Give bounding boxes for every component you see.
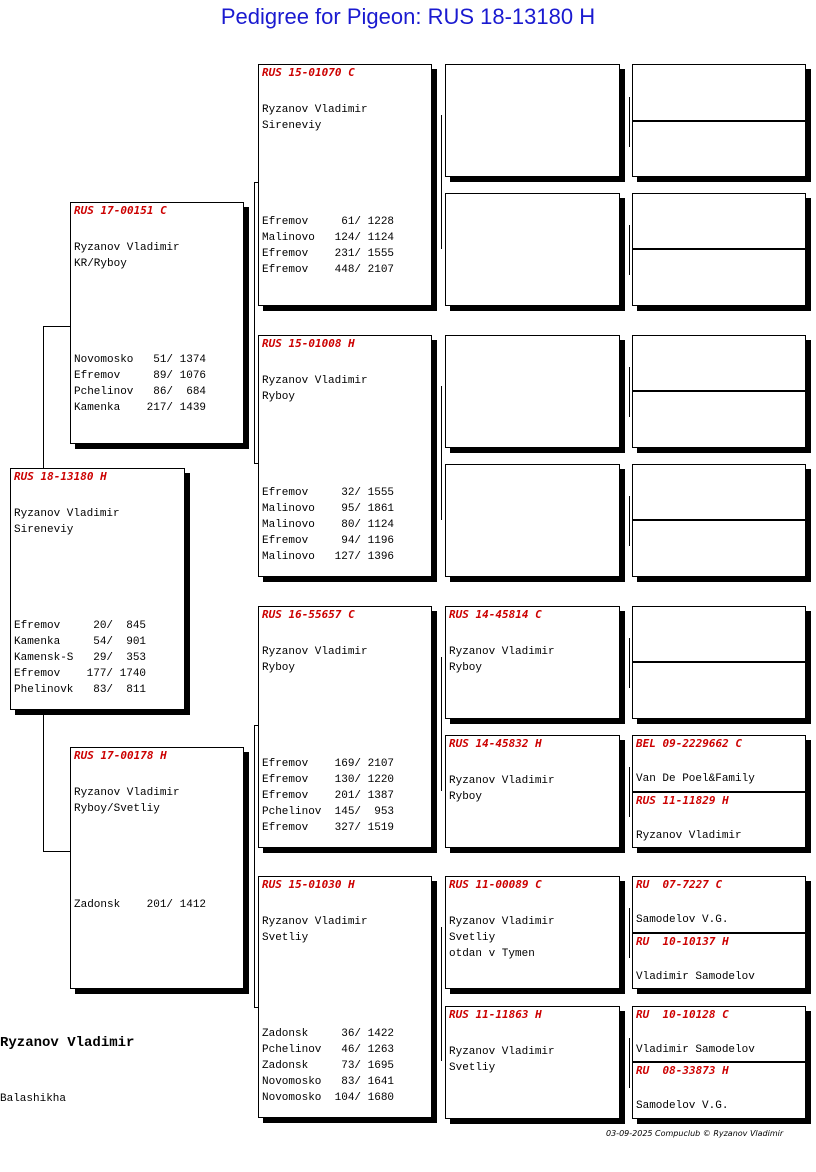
strain-line: Svetliy — [449, 932, 496, 944]
result-line: Pchelinov 145/ 953 — [262, 806, 395, 818]
strain-line: Sireneviy — [262, 120, 322, 132]
result-line: Zadonsk 36/ 1422 — [262, 1028, 395, 1040]
owner-line: Ryzanov Vladimir — [74, 242, 180, 254]
result-line: Efremov 130/ 1220 — [262, 774, 395, 786]
ring-number: RU 08-33873 H — [636, 1064, 729, 1077]
connector-line — [441, 115, 442, 249]
strain-line: Ryboy/Svetliy — [74, 803, 160, 815]
result-line: Kamenka 54/ 901 — [14, 636, 147, 648]
connector-line — [629, 908, 630, 958]
pigeon-card-gen5-13[interactable] — [632, 876, 806, 933]
connector-line — [629, 1038, 630, 1088]
owner-line: Ryzanov Vladimir — [262, 104, 368, 116]
owner-line: Ryzanov Vladimir — [262, 375, 368, 387]
result-line: Efremov 327/ 1519 — [262, 822, 395, 834]
owner-line: Ryzanov Vladimir — [262, 646, 368, 658]
pigeon-card-gen4-3[interactable] — [445, 335, 620, 448]
ring-number: RU 07-7227 C — [636, 878, 723, 891]
owner-line: Ryzanov Vladimir — [74, 787, 180, 799]
pigeon-card-gen5-6[interactable] — [632, 391, 806, 448]
result-line: Malinovo 80/ 1124 — [262, 519, 395, 531]
pigeon-card-gen5-1[interactable] — [632, 64, 806, 121]
result-line: Novomosko 51/ 1374 — [74, 354, 207, 366]
pigeon-card-granddam-dam[interactable] — [258, 876, 432, 1118]
pigeon-card-gen5-2[interactable] — [632, 121, 806, 177]
strain-line: Svetliy — [262, 932, 309, 944]
connector-line — [629, 496, 630, 546]
ring-number: RUS 14-45814 C — [449, 608, 542, 621]
strain-line: Ryboy — [262, 662, 296, 674]
connector-line — [441, 386, 442, 520]
pigeon-card-subject[interactable] — [10, 468, 185, 710]
connector-line — [43, 710, 44, 851]
ring-number: RUS 11-00089 C — [449, 878, 542, 891]
owner-line: Samodelov V.G. — [636, 914, 729, 926]
result-line: Efremov 177/ 1740 — [14, 668, 147, 680]
page-title: Pedigree for Pigeon: RUS 18-13180 H — [220, 4, 596, 29]
pigeon-card-gen4-6[interactable] — [445, 735, 620, 848]
pigeon-card-gen5-12[interactable] — [632, 792, 806, 848]
result-line: Malinovo 127/ 1396 — [262, 551, 395, 563]
owner-line: Ryzanov Vladimir — [449, 916, 555, 928]
pigeon-card-gen5-11[interactable] — [632, 735, 806, 792]
strain-line: Svetliy — [449, 1062, 496, 1074]
pigeon-card-gen5-4[interactable] — [632, 249, 806, 306]
owner-line: Vladimir Samodelov — [636, 1044, 755, 1056]
owner-city: Balashikha — [0, 1093, 67, 1105]
connector-line — [441, 657, 442, 791]
pigeon-card-granddam-sire[interactable] — [258, 335, 432, 577]
result-line: Efremov 61/ 1228 — [262, 216, 395, 228]
pigeon-card-gen4-7[interactable] — [445, 876, 620, 989]
result-line: Efremov 201/ 1387 — [262, 790, 395, 802]
ring-number: RUS 18-13180 H — [14, 470, 107, 483]
result-line: Novomosko 104/ 1680 — [262, 1092, 395, 1104]
result-line: Zadonsk 73/ 1695 — [262, 1060, 395, 1072]
result-line: Efremov 89/ 1076 — [74, 370, 207, 382]
pigeon-card-gen5-5[interactable] — [632, 335, 806, 391]
connector-line — [629, 638, 630, 688]
pigeon-card-gen5-3[interactable] — [632, 193, 806, 249]
strain-line: Ryboy — [449, 662, 483, 674]
result-line: Pchelinov 86/ 684 — [74, 386, 207, 398]
pigeon-card-gen4-8[interactable] — [445, 1006, 620, 1119]
strain-line: Sireneviy — [14, 524, 74, 536]
connector-line — [254, 182, 255, 463]
strain-line: Ryboy — [262, 391, 296, 403]
ring-number: BEL 09-2229662 C — [636, 737, 742, 750]
owner-line: Ryzanov Vladimir — [14, 508, 120, 520]
pigeon-card-gen5-9[interactable] — [632, 606, 806, 662]
pigeon-card-gen4-2[interactable] — [445, 193, 620, 306]
connector-line — [254, 725, 255, 1007]
pigeon-card-gen5-14[interactable] — [632, 933, 806, 989]
ring-number: RUS 17-00178 H — [74, 749, 167, 762]
note-line: otdan v Tymen — [449, 948, 535, 960]
ring-number: RUS 15-01070 C — [262, 66, 355, 79]
result-line: Efremov 20/ 845 — [14, 620, 147, 632]
strain-line: Ryboy — [449, 791, 483, 803]
pigeon-card-gen4-5[interactable] — [445, 606, 620, 719]
result-line: Efremov 94/ 1196 — [262, 535, 395, 547]
result-line: Phelinovk 83/ 811 — [14, 684, 147, 696]
ring-number: RUS 11-11863 H — [449, 1008, 542, 1021]
owner-name: Ryzanov Vladimir — [0, 1035, 135, 1051]
ring-number: RUS 17-00151 C — [74, 204, 167, 217]
ring-number: RUS 14-45832 H — [449, 737, 542, 750]
connector-line — [43, 326, 70, 327]
result-line: Kamenka 217/ 1439 — [74, 402, 207, 414]
pigeon-card-grandsire-sire[interactable] — [258, 64, 432, 306]
pigeon-card-gen5-8[interactable] — [632, 520, 806, 577]
footer-credit: 03-09-2025 Compuclub © Ryzanov Vladimir — [606, 1129, 784, 1138]
connector-line — [43, 851, 70, 852]
pigeon-card-gen5-7[interactable] — [632, 464, 806, 520]
result-line: Zadonsk 201/ 1412 — [74, 899, 207, 911]
ring-number: RU 10-10128 C — [636, 1008, 729, 1021]
result-line: Pchelinov 46/ 1263 — [262, 1044, 395, 1056]
connector-line — [629, 767, 630, 817]
owner-line: Van De Poel&Family — [636, 773, 755, 785]
ring-number: RUS 16-55657 C — [262, 608, 355, 621]
result-line: Efremov 231/ 1555 — [262, 248, 395, 260]
owner-line: Vladimir Samodelov — [636, 971, 755, 983]
owner-line: Ryzanov Vladimir — [449, 1046, 555, 1058]
owner-line: Ryzanov Vladimir — [262, 916, 368, 928]
result-line: Efremov 448/ 2107 — [262, 264, 395, 276]
owner-line: Samodelov V.G. — [636, 1100, 729, 1112]
result-line: Kamensk-S 29/ 353 — [14, 652, 147, 664]
pigeon-card-gen4-1[interactable] — [445, 64, 620, 177]
connector-line — [629, 367, 630, 417]
pigeon-card-gen5-16[interactable] — [632, 1062, 806, 1119]
owner-line: Ryzanov Vladimir — [449, 775, 555, 787]
result-line: Malinovo 95/ 1861 — [262, 503, 395, 515]
result-line: Novomosko 83/ 1641 — [262, 1076, 395, 1088]
owner-line: Ryzanov Vladimir — [449, 646, 555, 658]
pigeon-card-gen5-10[interactable] — [632, 662, 806, 719]
result-line: Malinovo 124/ 1124 — [262, 232, 395, 244]
pigeon-card-grandsire-dam[interactable] — [258, 606, 432, 848]
owner-line: Ryzanov Vladimir — [636, 830, 742, 842]
ring-number: RUS 11-11829 H — [636, 794, 729, 807]
connector-line — [629, 97, 630, 147]
pigeon-card-sire[interactable] — [70, 202, 244, 444]
pigeon-card-gen5-15[interactable] — [632, 1006, 806, 1062]
result-line: Efremov 169/ 2107 — [262, 758, 395, 770]
result-line: Efremov 32/ 1555 — [262, 487, 395, 499]
connector-line — [43, 326, 44, 469]
ring-number: RUS 15-01030 H — [262, 878, 355, 891]
pigeon-card-dam[interactable] — [70, 747, 244, 989]
connector-line — [441, 927, 442, 1061]
ring-number: RUS 15-01008 H — [262, 337, 355, 350]
connector-line — [629, 225, 630, 275]
strain-line: KR/Ryboy — [74, 258, 127, 270]
ring-number: RU 10-10137 H — [636, 935, 729, 948]
pigeon-card-gen4-4[interactable] — [445, 464, 620, 577]
